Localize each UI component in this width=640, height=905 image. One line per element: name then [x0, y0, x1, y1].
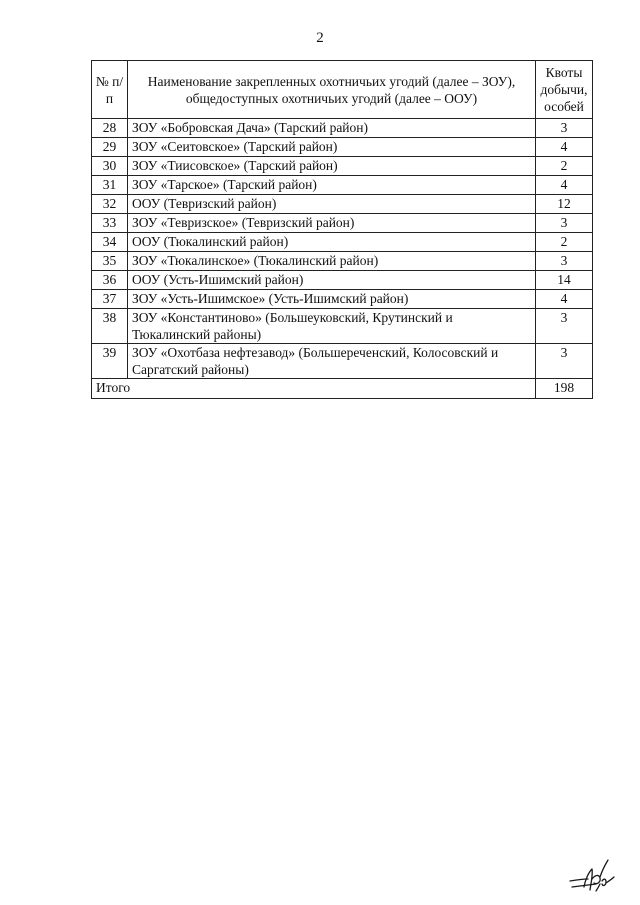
table-row: [92, 214, 593, 233]
row-quota: 4: [536, 138, 593, 157]
row-quota: 12: [536, 195, 593, 214]
total-row: [92, 379, 593, 399]
table-row: [92, 344, 593, 379]
row-name: ЗОУ «Тевризское» (Тевризский район): [127, 214, 535, 233]
row-name: ЗОУ «Охотбаза нефтезавод» (Большереченский, Колосовский и Саргатский районы): [127, 344, 535, 379]
row-name: ООУ (Тевризский район): [127, 195, 535, 214]
table-row: [92, 271, 593, 290]
row-name: ЗОУ «Усть-Ишимское» (Усть-Ишимский район): [127, 290, 535, 309]
row-num: 28: [92, 119, 128, 138]
row-num: 36: [92, 271, 128, 290]
row-quota: 2: [536, 157, 593, 176]
table-row: [92, 195, 593, 214]
table-row: [92, 233, 593, 252]
row-name: ЗОУ «Тарское» (Тарский район): [127, 176, 535, 195]
header-num: № п/п: [92, 61, 128, 119]
table-row: [92, 176, 593, 195]
row-name: ЗОУ «Тюкалинское» (Тюкалинский район): [127, 252, 535, 271]
row-name: ЗОУ «Сеитовское» (Тарский район): [127, 138, 535, 157]
row-num: 29: [92, 138, 128, 157]
row-quota: 3: [536, 119, 593, 138]
total-label: Итого: [92, 379, 536, 399]
row-name: ЗОУ «Бобровская Дача» (Тарский район): [127, 119, 535, 138]
table-row: [92, 119, 593, 138]
row-name: ООУ (Тюкалинский район): [127, 233, 535, 252]
table-row: [92, 309, 593, 344]
row-quota: 3: [536, 309, 593, 344]
row-quota: 4: [536, 176, 593, 195]
row-num: 39: [92, 344, 128, 379]
row-num: 34: [92, 233, 128, 252]
table-row: [92, 138, 593, 157]
row-quota: 4: [536, 290, 593, 309]
row-num: 32: [92, 195, 128, 214]
row-quota: 3: [536, 344, 593, 379]
row-num: 37: [92, 290, 128, 309]
row-num: 31: [92, 176, 128, 195]
row-name: ЗОУ «Константиново» (Большеуковский, Крутинский и Тюкалинский районы): [127, 309, 535, 344]
table-row: [92, 290, 593, 309]
row-name: ООУ (Усть-Ишимский район): [127, 271, 535, 290]
row-num: 38: [92, 309, 128, 344]
row-quota: 2: [536, 233, 593, 252]
row-num: 33: [92, 214, 128, 233]
table-header-row: [92, 61, 593, 119]
table-row: [92, 252, 593, 271]
signature-mark: [566, 857, 616, 895]
row-quota: 3: [536, 252, 593, 271]
row-quota: 14: [536, 271, 593, 290]
table-row: [92, 157, 593, 176]
row-quota: 3: [536, 214, 593, 233]
quota-table: [91, 60, 593, 399]
header-name: Наименование закрепленных охотничьих угодий (далее – ЗОУ), общедоступных охотничьих угодий (далее – ООУ): [127, 61, 535, 119]
page-number: 2: [316, 30, 324, 46]
row-num: 35: [92, 252, 128, 271]
row-name: ЗОУ «Тиисовское» (Тарский район): [127, 157, 535, 176]
header-quota: Квоты добычи, особей: [536, 61, 593, 119]
row-num: 30: [92, 157, 128, 176]
total-value: 198: [536, 379, 593, 399]
